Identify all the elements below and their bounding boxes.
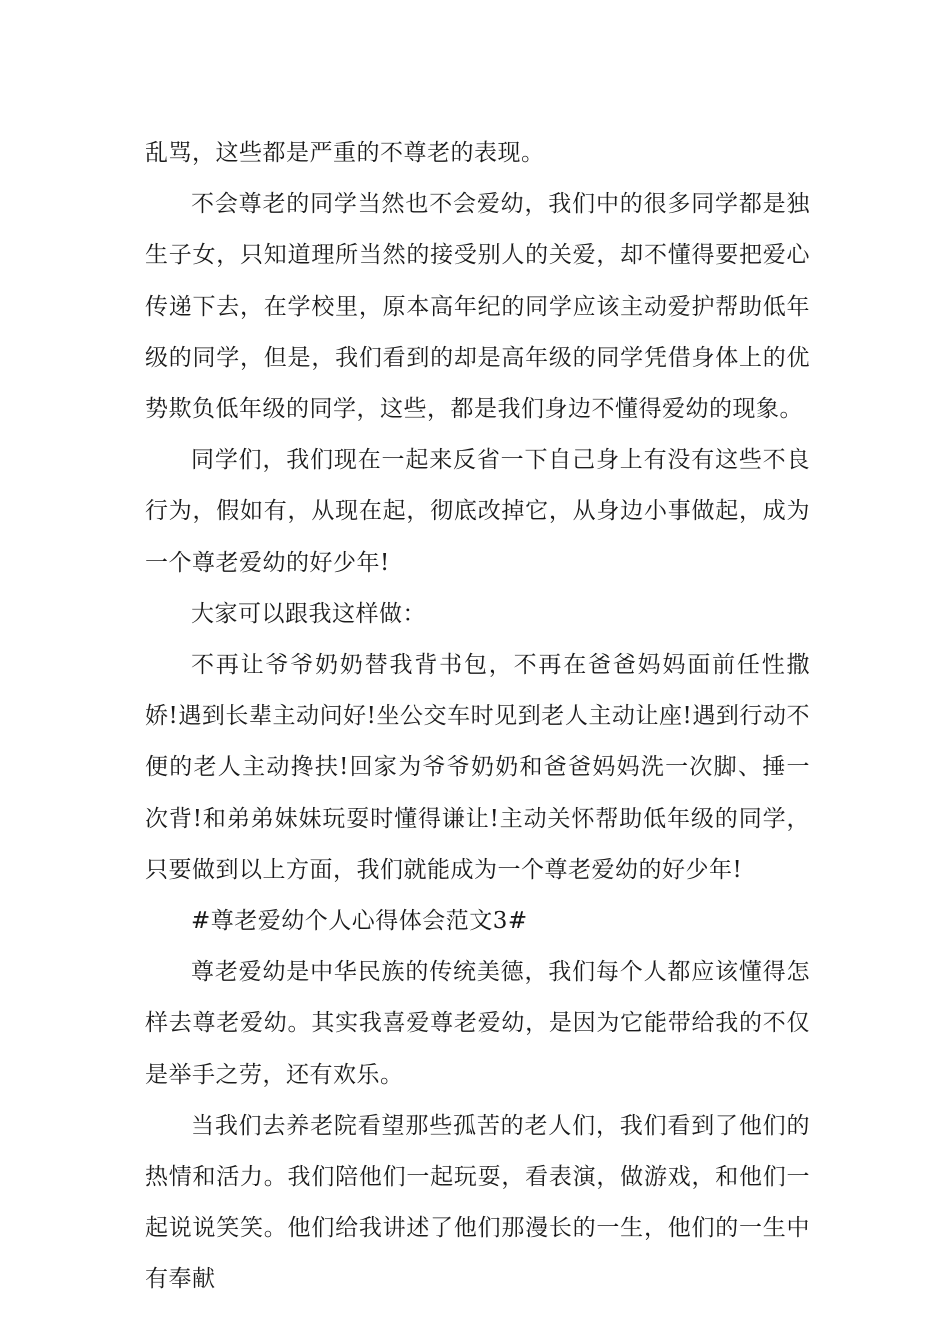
paragraph: 不会尊老的同学当然也不会爱幼，我们中的很多同学都是独生子女，只知道理所当然的接受别人的关爱，却不懂得要把爱心传递下去，在学校里，原本高年纪的同学应该主动爱护帮助低年级的同学，但是，我们看到的却是高年级的同学凭借身体上的优势欺负低年级的同学，这些，都是我们身边不懂得爱幼的现象。 <box>145 191 810 423</box>
section-heading: #尊老爱幼个人心得体会范文3# <box>191 908 528 935</box>
paragraph: 乱骂，这些都是严重的不尊老的表现。 <box>145 140 545 166</box>
paragraph: 当我们去养老院看望那些孤苦的老人们，我们看到了他们的热情和活力。我们陪他们一起玩耍，看表演，做游戏，和他们一起说说笑笑。他们给我讲述了他们那漫长的一生，他们的一生中有奉献 <box>145 1112 810 1293</box>
paragraph: 大家可以跟我这样做： <box>191 600 426 627</box>
paragraph: 不再让爷爷奶奶替我背书包，不再在爸爸妈妈面前任性撒娇!遇到长辈主动问好!坐公交车时见到老人主动让座!遇到行动不便的老人主动搀扶!回家为爷爷奶奶和爸爸妈妈洗一次脚、捶一次背!和弟弟妹妹玩耍时懂得谦让!主动关怀帮助低年级的同学，只要做到以上方面，我们就能成为一个尊老爱幼的好少年! <box>145 652 810 883</box>
paragraph: 同学们，我们现在一起来反省一下自己身上有没有这些不良行为，假如有，从现在起，彻底改掉它，从身边小事做起，成为一个尊老爱幼的好少年! <box>145 447 810 576</box>
paragraph: 尊老爱幼是中华民族的传统美德，我们每个人都应该懂得怎样去尊老爱幼。其实我喜爱尊老爱幼，是因为它能带给我的不仅是举手之劳，还有欢乐。 <box>145 959 810 1088</box>
document-body <box>145 128 810 1306</box>
